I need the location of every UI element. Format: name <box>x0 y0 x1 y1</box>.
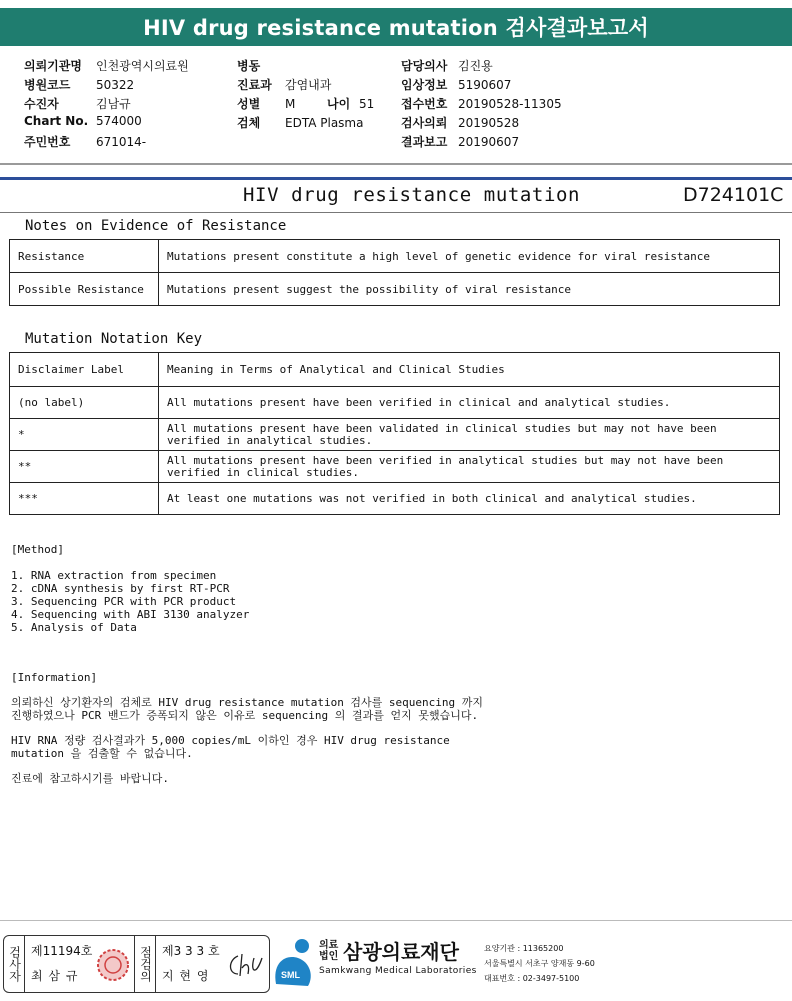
age-value: 51 <box>359 97 375 111</box>
reviewer-label: 점검의 <box>134 936 156 992</box>
key-text: All mutations present have been validated in clinical studies but may not have been verified in analytical studies. <box>159 419 780 451</box>
method-step: 2. cDNA synthesis by first RT-PCR <box>11 582 230 595</box>
tester-name: 최 삼 규 <box>31 969 79 983</box>
table-row <box>10 273 780 306</box>
seal-stamp-icon <box>94 946 132 984</box>
header-field: 수진자 김남규 <box>24 97 131 111</box>
information-section <box>11 671 483 785</box>
org-name: 삼광의료재단 <box>343 940 459 964</box>
table-row <box>10 353 780 387</box>
report-code: D724101C <box>683 184 784 206</box>
key-label: Disclaimer Label <box>10 353 159 387</box>
header-divider <box>0 163 792 165</box>
footer-divider <box>0 920 792 921</box>
report-name: HIV drug resistance mutation <box>243 184 581 206</box>
notes-text: Mutations present suggest the possibility of viral resistance <box>159 273 780 306</box>
header-field: 검체 EDTA Plasma <box>237 116 364 130</box>
key-text: Meaning in Terms of Analytical and Clinical Studies <box>159 353 780 387</box>
method-step: 4. Sequencing with ABI 3130 analyzer <box>11 608 250 621</box>
method-step: 3. Sequencing PCR with PCR product <box>11 595 237 608</box>
org-prefix: 의료 법인 <box>319 940 339 962</box>
title-divider <box>0 212 792 213</box>
tester-label: 검사자 <box>4 936 25 992</box>
notes-label: Possible Resistance <box>10 273 159 306</box>
method-section <box>11 543 249 634</box>
key-label: * <box>10 419 159 451</box>
signature-icon <box>226 950 264 980</box>
header-col-1 <box>24 57 189 152</box>
table-row <box>10 419 780 451</box>
org-address: 서울특별시 서초구 양재동 9-60 <box>484 959 595 968</box>
header-field: 담당의사 김진용 <box>401 59 493 73</box>
header-field: 임상정보 5190607 <box>401 78 512 92</box>
header-field: 접수번호 20190528-11305 <box>401 97 562 111</box>
logo-text: SML <box>281 970 300 980</box>
header-field: 검사의뢰 20190528 <box>401 116 520 130</box>
header-field: 의뢰기관명 인천광역시의료원 <box>24 59 189 73</box>
report-title-bar <box>0 8 792 46</box>
table-row <box>10 387 780 419</box>
reviewer-license: 제3 3 3 호 <box>162 944 220 958</box>
notes-heading: Notes on Evidence of Resistance <box>25 218 287 234</box>
key-text: All mutations present have been verified in clinical and analytical studies. <box>159 387 780 419</box>
header-col-3 <box>401 57 562 152</box>
header-field: 병원코드 50322 <box>24 78 135 92</box>
information-heading: [Information] <box>11 671 98 684</box>
header-field: 성별 M 나이 51 <box>237 97 375 111</box>
key-label: *** <box>10 483 159 515</box>
method-step: 5. Analysis of Data <box>11 621 137 634</box>
header-field: 병동 <box>237 59 261 73</box>
information-text: 진료에 참고하시기를 바랍니다. <box>11 772 170 785</box>
sml-logo-icon <box>272 936 316 988</box>
key-label: (no label) <box>10 387 159 419</box>
signature-box <box>3 935 270 993</box>
header-field: Chart No. 574000 <box>24 114 142 128</box>
tester-license: 제11194호 <box>31 944 93 958</box>
header-field: 결과보고 20190607 <box>401 135 520 149</box>
table-row <box>10 240 780 273</box>
org-english: Samkwang Medical Laboratories <box>319 966 477 976</box>
table-row <box>10 483 780 515</box>
notes-table <box>9 239 780 306</box>
notes-text: Mutations present constitute a high level of genetic evidence for viral resistance <box>159 240 780 273</box>
key-label: ** <box>10 451 159 483</box>
header-field: 진료과 감염내과 <box>237 78 332 92</box>
age-label: 나이 <box>327 97 351 111</box>
org-contact <box>484 941 595 986</box>
table-row <box>10 451 780 483</box>
org-code: 요양기관 : 11365200 <box>484 944 564 953</box>
information-text: mutation 을 검출할 수 없습니다. <box>11 747 193 760</box>
key-table <box>9 352 780 515</box>
reviewer-name: 지 현 영 <box>162 969 210 983</box>
method-heading: [Method] <box>11 543 64 556</box>
org-phone: 대표번호 : 02-3497-5100 <box>484 974 580 983</box>
information-text: HIV RNA 정량 검사결과가 5,000 copies/mL 이하인 경우 HIV drug resistance <box>11 734 450 747</box>
information-text: 의뢰하신 상기환자의 검체로 HIV drug resistance mutation 검사를 sequencing 까지 <box>11 696 484 709</box>
key-heading: Mutation Notation Key <box>25 331 203 347</box>
header-col-2 <box>237 57 374 133</box>
information-text: 진행하였으나 PCR 밴드가 증폭되지 않은 이유로 sequencing 의 결과를 얻지 못했습니다. <box>11 709 479 722</box>
key-text: All mutations present have been verified in analytical studies but may not have been verified in clinical studies. <box>159 451 780 483</box>
key-text: At least one mutations was not verified in both clinical and analytical studies. <box>159 483 780 515</box>
method-step: 1. RNA extraction from specimen <box>11 569 217 582</box>
report-title: HIV drug resistance mutation 검사결과보고서 <box>143 16 649 40</box>
notes-label: Resistance <box>10 240 159 273</box>
header-field: 주민번호 671014- <box>24 135 147 149</box>
report-rule <box>0 177 792 180</box>
